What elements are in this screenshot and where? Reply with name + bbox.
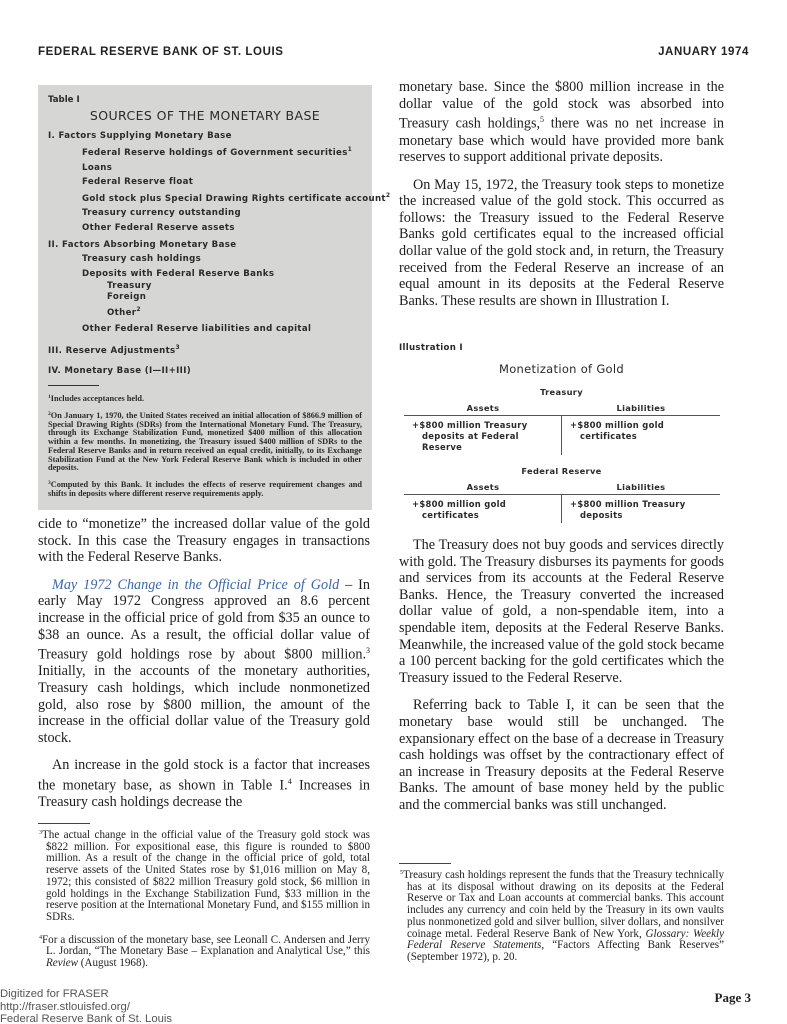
t-account-body [404, 495, 720, 523]
table-subitem: Treasury [107, 280, 152, 291]
illustration-label: Illustration I [399, 343, 463, 353]
paragraph: May 1972 Change in the Official Price of Gold – In early May 1972 Congress approved an 8.6 percent increase in the official price of gold from $35 an ounce to $38 an ounce. As a result, the official dollar value of Treasury gold holdings rose by about $800 million.$^3$ Initially, in the accounts of the monetary authorities, Treasury cash holdings, which include nonmonetized gold, also rose by $800 million, the amount of the increase in the official dollar value of the Treasury gold stock. [38, 576, 370, 746]
right-column-top [399, 79, 724, 309]
paragraph: cide to “monetize” the increased dollar value of the gold stock. In this case the Treasury engages in transactions with the Federal Reserve Banks. [38, 516, 370, 566]
fraser-digitization-notice: Digitized for FRASER http://fraser.stlouisfed.org/ Federal Reserve Bank of St. Louis [0, 988, 173, 1024]
table-subitem: Other$^2$ [107, 305, 141, 318]
t-account-assets: +$800 million gold certificates [404, 495, 562, 523]
table-notes-divider [48, 385, 99, 387]
footnote-4: $^4$For a discussion of the monetary base, see Leonall C. Andersen and Jerry L. Jordan, “The Monetary Base – Explanation and Analytical Use,” this Review (August 1968). [39, 933, 370, 970]
table-label: Table I [48, 95, 80, 105]
table-item: Loans [82, 162, 113, 173]
paragraph: On May 15, 1972, the Treasury took steps to monetize the increased value of the gold stock. This occurred as follows: the Treasury issued to the Federal Reserve Banks gold certificates equal to the increased official dollar value of the gold stock and, in return, the Treasury received from the Federal Reserve an increase of an equal amount in its deposits at the Federal Reserve Banks. These results are shown in Illustration I. [399, 176, 724, 309]
running-head-publisher: FEDERAL RESERVE BANK OF ST. LOUIS [38, 46, 284, 58]
t-account-entity-federal-reserve: Federal Reserve [521, 466, 602, 476]
table-note: $^2$On January 1, 1970, the United States received an initial allocation of $866.9 million of Special Drawing Rights (SDRs) from the International Monetary Fund. The Treasury, through its Exchange Stabilization Fund, monetized $400 million of this allocation within a few months. In monetizing, the Treasury issued $400 million of SDRs to the Federal Reserve Banks and in return received an equal credit, initially, to its Exchange Stabilization Fund at the New York Federal Reserve Bank which is included in other deposits. [48, 411, 362, 473]
illustration-1-monetization-of-gold [399, 343, 724, 523]
table-item: Other Federal Reserve liabilities and capital [82, 323, 312, 334]
table-item: Treasury cash holdings [82, 254, 202, 265]
paragraph: monetary base. Since the $800 million increase in the dollar value of the gold stock was absorbed into Treasury cash holdings,$^5$ there was no net increase in monetary base which would have provided more bank reserves to support additional private deposits. [399, 79, 724, 166]
table-subitem: Foreign [107, 291, 147, 302]
page-number: Page 3 [714, 990, 751, 1005]
table-section-heading: III. Reserve Adjustments$^3$ [48, 344, 181, 357]
table-item: Deposits with Federal Reserve Banks [82, 268, 275, 279]
table-item: Treasury currency outstanding [82, 208, 241, 219]
right-column-bottom [399, 537, 724, 814]
footnote-divider [38, 823, 90, 824]
illustration-title: Monetization of Gold [499, 362, 624, 376]
t-account-liabilities: +$800 million gold certificates [570, 420, 665, 441]
fraser-link[interactable]: http://fraser.stlouisfed.org/ [0, 1000, 130, 1013]
footnote-5: $^5$Treasury cash holdings represent the funds that the Treasury technically has at its disposal without drawing on its deposits at the Federal Reserve or Tax and Loan accounts at commercial banks. This account includes any currency and coin held by the Treasury in its own vaults plus nonmonetized gold and silver bullion, silver dollars, and nonsilver coinage metal. Federal Reserve Bank of New York, Glossary: Weekly Federal Reserve Statements, “Factors Affecting Bank Reserves” (September 1972), p. 20. [400, 869, 724, 963]
t-account-entity-treasury: Treasury [540, 387, 583, 397]
section-subheading: May 1972 Change in the Official Price of Gold [52, 576, 340, 593]
t-account-assets: +$800 million Treasury deposits at Federal Reserve [404, 416, 562, 455]
table-note: $^1$Includes acceptances held. [48, 394, 145, 404]
table-title: SOURCES OF THE MONETARY BASE [89, 108, 321, 123]
t-account-header: Assets Liabilities [404, 403, 720, 416]
paragraph: Referring back to Table I, it can be seen that the monetary base would still be unchanged. The expansionary effect on the base of a decrease in Treasury cash holdings was offset by the contractionary effect of an increase in Treasury deposits at the Federal Reserve Banks. The amount of base money held by the public and the commercial banks was still unchanged. [399, 697, 724, 813]
table-1-sources-of-monetary-base [38, 85, 391, 510]
table-item: Gold stock plus Special Drawing Rights certificate account$^2$ [82, 192, 391, 205]
left-footnotes [38, 823, 370, 970]
footnote-divider [399, 863, 451, 864]
table-section-heading: II. Factors Absorbing Monetary Base [48, 240, 237, 251]
right-footnotes [399, 863, 724, 964]
table-item: Federal Reserve holdings of Government securities$^1$ [82, 146, 353, 159]
running-head-date: JANUARY 1974 [658, 46, 749, 58]
t-account-header: Assets Liabilities [404, 482, 720, 495]
table-item: Federal Reserve float [82, 176, 194, 187]
left-column-body [38, 516, 370, 811]
table-section-heading: IV. Monetary Base (I—II+III) [48, 365, 192, 376]
paragraph: An increase in the gold stock is a factor that increases the monetary base, as shown in Table I.$^4$ Increases in Treasury cash holdings decrease the [38, 757, 371, 811]
paragraph: The Treasury does not buy goods and services directly with gold. The Treasury disburses its payments for goods and services from its accounts at the Federal Reserve Banks. Hence, the Treasury converted the increased dollar value of gold, a non-spendable item, into a spendable item, deposits at the Federal Reserve Banks. Meanwhile, the increased value of the gold stock became a 100 percent backing for the gold certificates which the Treasury issued to the Federal Reserve. [399, 537, 725, 686]
t-account-body [404, 416, 720, 455]
table-item: Other Federal Reserve assets [82, 222, 235, 233]
t-account-liabilities: +$800 million Treasury deposits [570, 499, 686, 520]
footnote-3: $^3$The actual change in the official value of the Treasury gold stock was $822 million. For expositional ease, this figure is rounded to $800 million. As a result of the change in the official price of gold, total reserve assets of the United States rose by $1,016 million on May 8, 1972; this consisted of $822 million Treasury gold stock, $6 million in gold holdings in the Exchange Stabilization Fund, $33 million in the reserve position at the International Monetary Fund, and $155 million in SDRs. [39, 829, 370, 923]
table-note: $^3$Computed by this Bank. It includes the effects of reserve requirement changes and shifts in deposits where different reserve requirements apply. [48, 479, 362, 498]
table-section-heading: I. Factors Supplying Monetary Base [48, 131, 232, 141]
